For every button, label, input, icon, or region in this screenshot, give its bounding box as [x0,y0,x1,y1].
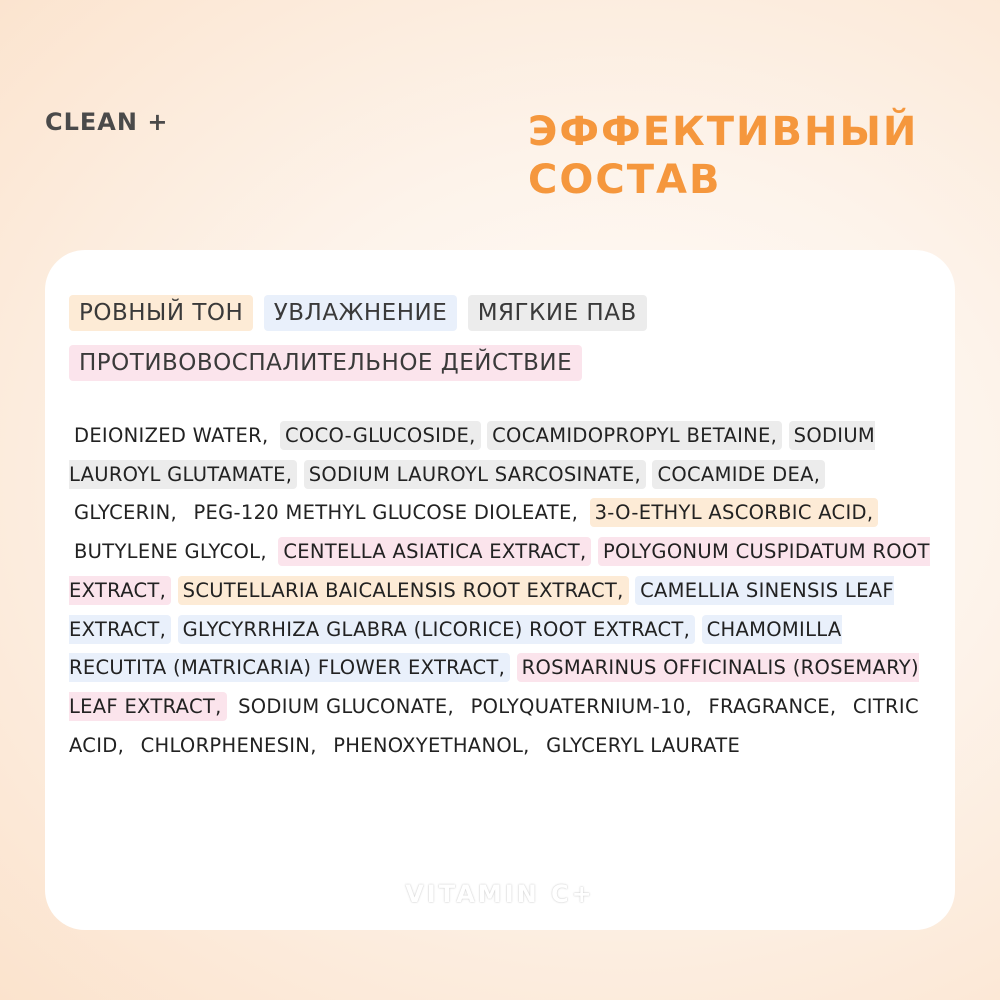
ingredient-item: CHLORPHENESIN, [140,733,317,757]
ingredient-list [69,417,935,765]
ingredient-item: PHENOXYETHANOL, [333,733,530,757]
ingredient-item: POLYQUATERNIUM-10, [470,694,692,718]
ingredient-item: ROSMARINUS OFFICINALIS (ROSEMARY) LEAF EXTRACT, [69,653,919,721]
ingredient-item: SODIUM GLUCONATE, [238,694,455,718]
ingredient-item: PEG-120 METHYL GLUCOSE DIOLEATE, [193,501,579,525]
ingredient-item: DEIONIZED WATER, [74,424,269,447]
ingredient-item: GLYCERIN, [74,501,177,525]
ingredient-item: GLYCERYL LAURATE [546,733,741,757]
title-line-2: СОСТАВ [528,157,722,203]
page-title [528,108,918,204]
category-even-tone: РОВНЫЙ ТОН [69,295,253,331]
ingredients-card [45,250,955,930]
ingredient-item: POLYGONUM CUSPIDATUM ROOT EXTRACT, [69,537,930,605]
category-legend [69,295,935,395]
ingredient-item: CENTELLA ASIATICA EXTRACT, [278,537,591,566]
ingredient-item: GLYCYRRHIZA GLABRA (LICORICE) ROOT EXTRACT, [178,615,695,644]
ingredient-item: COCO-GLUCOSIDE, [280,421,481,450]
ingredient-item: CHAMOMILLA RECUTITA (MATRICARIA) FLOWER EXTRACT, [69,615,842,683]
ingredient-item: CITRIC ACID, [69,694,919,757]
title-line-1: ЭФФЕКТИВНЫЙ [528,109,919,155]
ingredient-item: COCAMIDOPROPYL BETAINE, [487,421,782,450]
category-anti-inflammatory: ПРОТИВОВОСПАЛИТЕЛЬНОЕ ДЕЙСТВИЕ [69,345,582,381]
brand-logo: CLEAN + [45,108,169,136]
ingredient-item: COCAMIDE DEA, [652,460,825,489]
ingredient-item: BUTYLENE GLYCOL, [74,540,267,564]
product-watermark: VITAMIN C+ [405,880,595,908]
ingredient-item: SODIUM LAUROYL GLUTAMATE, [69,421,875,489]
category-moisturizing: УВЛАЖНЕНИЕ [264,295,457,331]
ingredient-item: 3-O-ETHYL ASCORBIC ACID, [590,498,879,527]
category-mild-surfactants: МЯГКИЕ ПАВ [468,295,647,331]
ingredient-item: CAMELLIA SINENSIS LEAF EXTRACT, [69,576,894,644]
ingredient-item: SCUTELLARIA BAICALENSIS ROOT EXTRACT, [178,576,629,605]
ingredient-item: FRAGRANCE, [708,694,837,718]
ingredient-item: SODIUM LAUROYL SARCOSINATE, [304,460,646,489]
